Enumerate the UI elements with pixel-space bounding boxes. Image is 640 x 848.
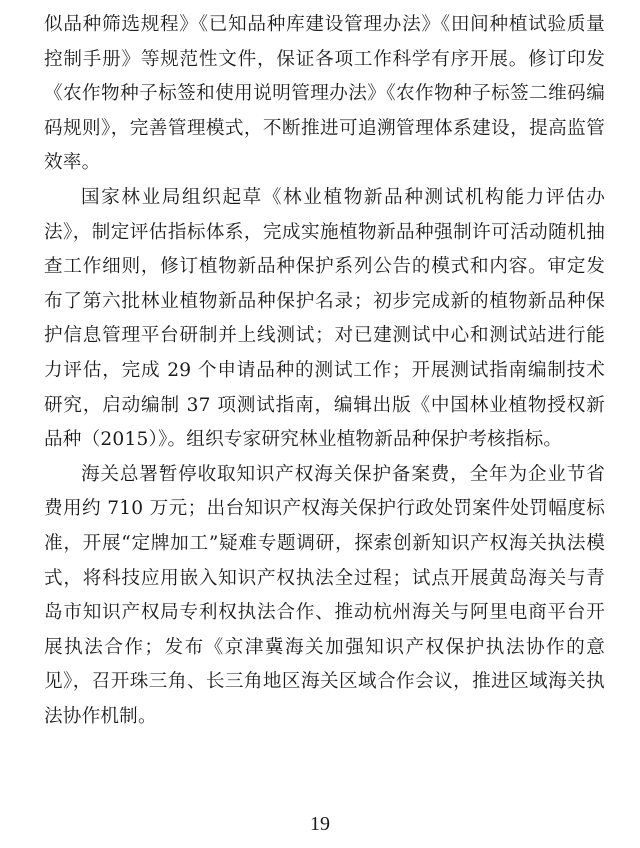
paragraph-customs: 海关总署暂停收取知识产权海关保护备案费，全年为企业节省费用约 710 万元；出台知识产权海关保护行政处罚案件处罚幅度标准，开展“定牌加工”疑难专题调研，探索创新知识产权海关执法模式，将科技应用嵌入知识产权执法全过程；试点开展黄岛海关与青岛市知识产权局专利权执法合作、推动杭州海关与阿里电商平台开展执法合作；发布《京津冀海关加强知识产权保护执法协作的意见》，召开珠三角、长三角地区海关区域合作会议，推进区域海关执法协作机制。	[44, 463, 605, 727]
page-number: 19	[310, 813, 330, 835]
body-text	[44, 8, 605, 734]
paragraph-continuation: 似品种筛选规程》《已知品种库建设管理办法》《田间种植试验质量控制手册》等规范性文件，保证各项工作科学有序开展。修订印发《农作物种子标签和使用说明管理办法》《农作物种子标签二维码编码规则》，完善管理模式，不断推进可追溯管理体系建设，提高监管效率。	[44, 14, 605, 174]
paragraph-forestry: 国家林业局组织起草《林业植物新品种测试机构能力评估办法》，制定评估指标体系，完成实施植物新品种强制许可活动随机抽查工作细则，修订植物新品种保护系列公告的模式和内容。审定发布了第六批林业植物新品种保护名录；初步完成新的植物新品种保护信息管理平台研制并上线测试；对已建测试中心和测试站进行能力评估，完成 29 个申请品种的测试工作；开展测试指南编制技术研究，启动编制 37 项测试指南，编辑出版《中国林业植物授权新品种（2015）》。组织专家研究林业植物新品种保护考核指标。	[44, 186, 605, 451]
